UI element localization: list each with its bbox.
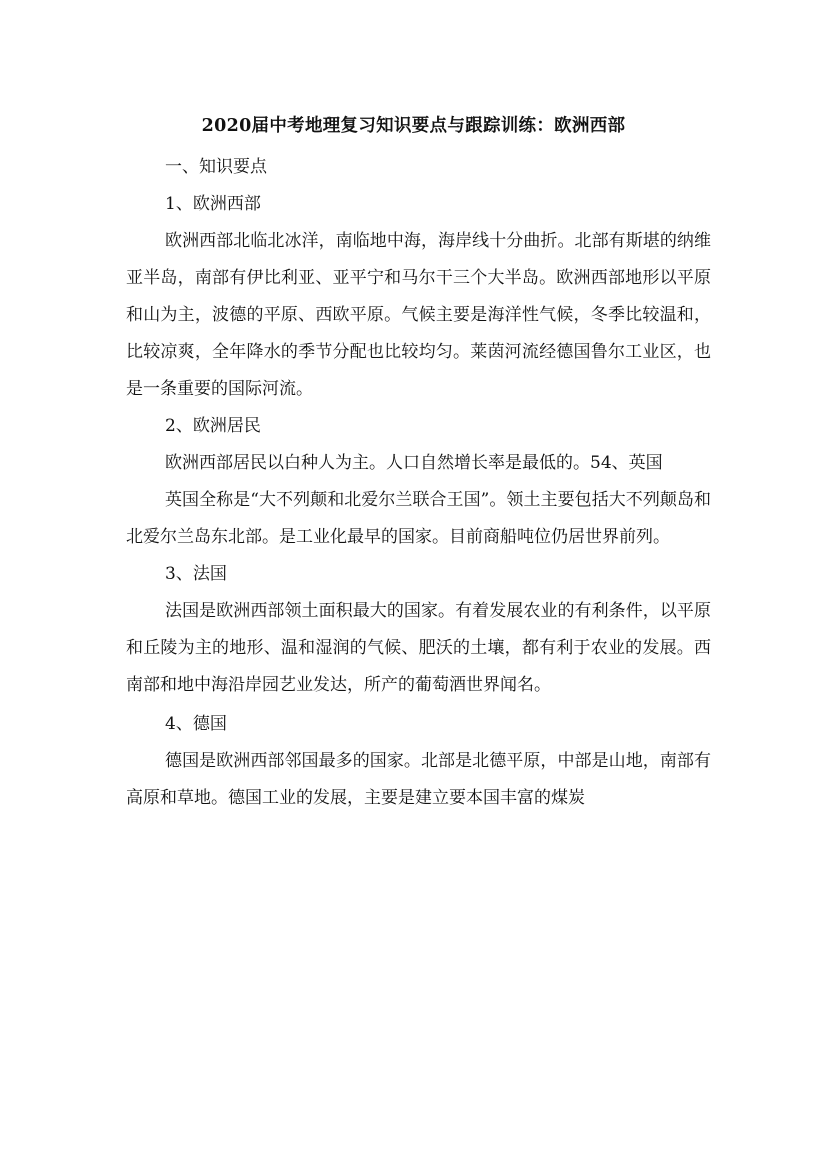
- document-body: [126, 149, 711, 817]
- subsection-heading-france: 3、法国: [165, 564, 227, 584]
- paragraph-western-europe: 欧洲西部北临北冰洋，南临地中海，海岸线十分曲折。北部有斯堪的纳维亚半岛，南部有伊比利亚、亚平宁和马尔干三个大半岛。欧洲西部地形以平原和山为主，波德的平原、西欧平原。气候主要是海洋性气候，冬季比较温和，比较凉爽，全年降水的季节分配也比较均匀。莱茵河流经德国鲁尔工业区，也是一条重要的国际河流。: [126, 231, 711, 399]
- paragraph-residents: 欧洲西部居民以白种人为主。人口自然增长率是最低的。54、英国: [165, 453, 663, 473]
- subsection-heading-germany: 4、德国: [165, 714, 227, 734]
- subsection-heading-western-europe: 1、欧洲西部: [165, 194, 261, 214]
- paragraph-uk: 英国全称是“大不列颠和北爱尔兰联合王国”。领土主要包括大不列颠岛和北爱尔兰岛东北部。是工业化最早的国家。目前商船吨位仍居世界前列。: [126, 490, 711, 547]
- paragraph-france: 法国是欧洲西部领土面积最大的国家。有着发展农业的有利条件，以平原和丘陵为主的地形、温和湿润的气候、肥沃的土壤，都有利于农业的发展。西南部和地中海沿岸园艺业发达，所产的葡萄酒世界闻名。: [126, 601, 711, 695]
- section-heading: 一、知识要点: [165, 157, 267, 177]
- document-title: 2020届中考地理复习知识要点与跟踪训练：欧洲西部: [201, 116, 626, 136]
- paragraph-germany: 德国是欧洲西部邻国最多的国家。北部是北德平原，中部是山地，南部有高原和草地。德国工业的发展，主要是建立要本国丰富的煤炭: [126, 751, 711, 808]
- subsection-heading-residents: 2、欧洲居民: [165, 416, 261, 436]
